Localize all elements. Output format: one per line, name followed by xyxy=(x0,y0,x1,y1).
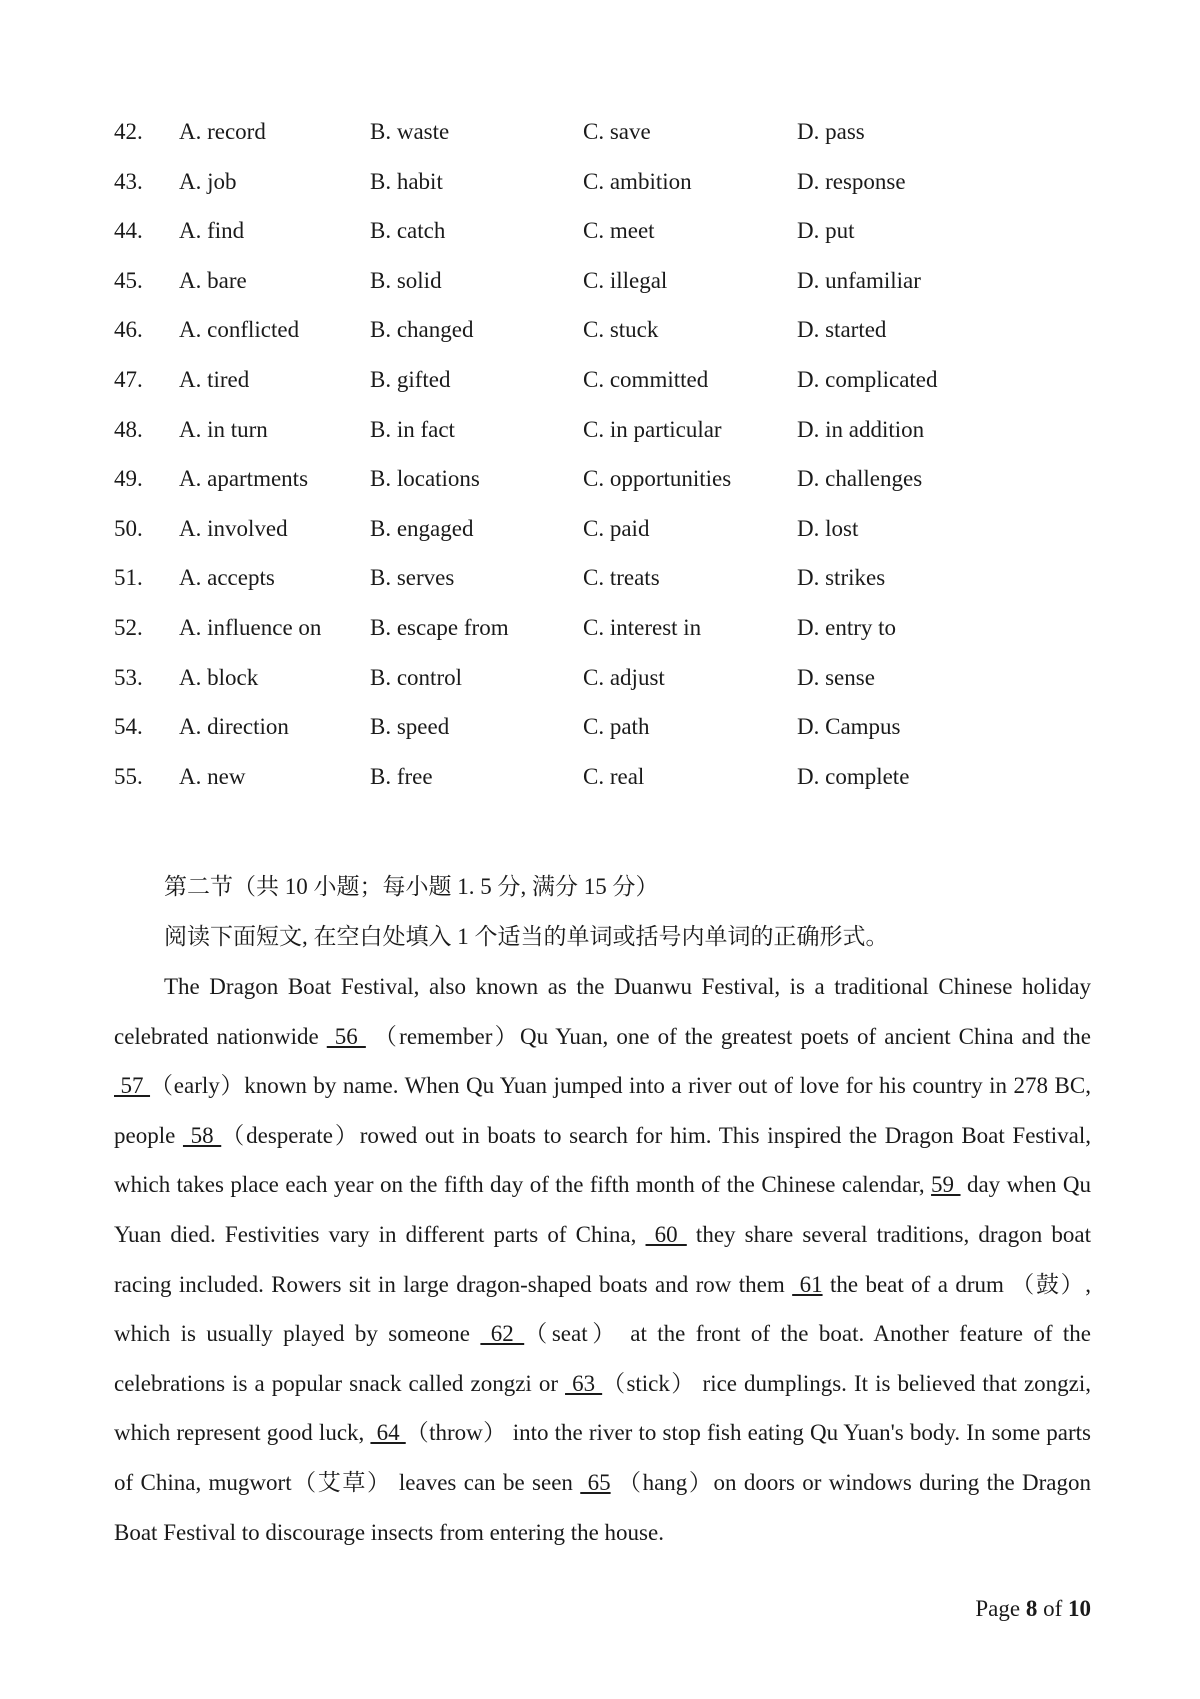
option-c: C. committed xyxy=(583,366,709,392)
option-b: B. catch xyxy=(370,218,446,244)
option-b: B. escape from xyxy=(370,614,509,640)
option-b: B. gifted xyxy=(370,366,451,392)
footer-current-page: 8 xyxy=(1025,1596,1038,1621)
option-a: A. job xyxy=(179,168,237,194)
option-b: B. habit xyxy=(370,168,443,194)
option-b: B. waste xyxy=(370,119,450,144)
option-d: D. started xyxy=(797,317,887,343)
answer-blank: 60 xyxy=(645,1221,687,1247)
passage-text: （stick） rice dumplings. It is believed that zongzi, which represent good luck, xyxy=(114,1370,1092,1446)
option-b: B. in fact xyxy=(370,416,455,442)
option-b: B. solid xyxy=(370,267,442,293)
option-row xyxy=(114,167,1114,217)
option-c: C. path xyxy=(583,714,650,740)
option-a: A. find xyxy=(179,218,245,244)
option-a: A. tired xyxy=(179,366,250,392)
question-number: 50. xyxy=(114,515,143,541)
passage-text: （seat） at the front of the boat. Another feature of the celebrations is a popular snack called zongzi or xyxy=(114,1321,1092,1396)
option-c: C. real xyxy=(583,763,645,789)
passage-text: the beat of a drum （鼓）, which is usually played by someone xyxy=(114,1271,1092,1347)
option-row xyxy=(114,663,1114,713)
option-a: A. apartments xyxy=(179,466,309,492)
question-number: 43. xyxy=(114,168,143,194)
option-d: D. strikes xyxy=(797,565,886,591)
question-number: 47. xyxy=(114,366,143,392)
option-d: D. Campus xyxy=(797,714,901,740)
cloze-passage xyxy=(114,962,1091,1557)
answer-blank: 64 xyxy=(370,1420,406,1446)
answer-blank: 63 xyxy=(565,1370,603,1396)
option-d: D. lost xyxy=(797,515,859,541)
question-number: 45. xyxy=(114,267,143,293)
option-c: C. ambition xyxy=(583,168,692,194)
passage-text: day when Qu Yuan died. Festivities vary in different parts of China, xyxy=(114,1172,1092,1247)
footer-total-pages: 10 xyxy=(1068,1596,1091,1621)
answer-blank: 65 xyxy=(580,1469,611,1495)
option-row xyxy=(114,365,1114,415)
option-d: D. pass xyxy=(797,119,865,144)
option-d: D. in addition xyxy=(797,416,925,442)
option-c: C. adjust xyxy=(583,664,665,690)
question-number: 54. xyxy=(114,714,143,740)
footer-prefix: Page xyxy=(975,1596,1026,1621)
option-c: C. treats xyxy=(583,565,660,591)
passage-text: （early）known by name. When Qu Yuan jumped into a river out of love for his country in 278 BC, people xyxy=(114,1073,1091,1148)
answer-blank: 61 xyxy=(792,1271,823,1297)
option-d: D. unfamiliar xyxy=(797,267,921,293)
option-c: C. save xyxy=(583,119,651,144)
option-a: A. in turn xyxy=(179,416,268,442)
passage-text: The Dragon Boat Festival, also known as the Duanwu Festival, is a traditional Chinese holiday celebrated nationwide xyxy=(114,974,1091,1049)
answer-blank: 62 xyxy=(480,1321,525,1347)
option-a: A. conflicted xyxy=(179,317,300,343)
option-row xyxy=(114,712,1114,762)
section-instruction: 阅读下面短文, 在空白处填入 1 个适当的单词或括号内单词的正确形式。 xyxy=(164,924,889,949)
option-a: A. involved xyxy=(179,515,288,541)
option-row xyxy=(114,266,1114,316)
option-b: B. changed xyxy=(370,317,474,343)
answer-blank: 56 xyxy=(326,1023,366,1049)
answer-blank: 59 xyxy=(931,1172,961,1198)
option-d: D. complete xyxy=(797,763,910,789)
question-number: 42. xyxy=(114,119,143,144)
option-row xyxy=(114,315,1114,365)
passage-text: （desperate）rowed out in boats to search for him. This inspired the Dragon Boat Festival, which takes place each year on the fifth day of the fifth month of the Chinese calendar, xyxy=(114,1122,1091,1198)
option-d: D. put xyxy=(797,218,855,244)
answer-blank: 57 xyxy=(114,1073,151,1099)
option-c: C. paid xyxy=(583,515,650,541)
option-d: D. complicated xyxy=(797,366,938,392)
passage-text: they share several traditions, dragon boat racing included. Rowers sit in large dragon-shaped boats and row them xyxy=(114,1221,1091,1297)
option-list xyxy=(114,117,1114,811)
passage-text: （throw） into the river to stop fish eating Qu Yuan's body. In some parts of China, mugwort（艾草） leaves can be seen xyxy=(114,1420,1092,1495)
option-c: C. meet xyxy=(583,218,655,244)
option-row xyxy=(114,563,1114,613)
page-footer xyxy=(975,1596,1091,1622)
option-b: B. locations xyxy=(370,466,480,492)
option-b: B. speed xyxy=(370,714,450,740)
question-number: 51. xyxy=(114,565,143,591)
option-a: A. block xyxy=(179,664,259,690)
option-d: D. sense xyxy=(797,664,875,690)
option-d: D. challenges xyxy=(797,466,923,492)
option-a: A. bare xyxy=(179,267,247,293)
option-a: A. direction xyxy=(179,714,289,740)
option-b: B. engaged xyxy=(370,515,474,541)
option-a: A. new xyxy=(179,763,246,789)
option-row xyxy=(114,117,1114,167)
option-b: B. serves xyxy=(370,565,455,591)
section-heading: 第二节（共 10 小题；每小题 1. 5 分, 满分 15 分） xyxy=(164,874,659,899)
option-b: B. free xyxy=(370,763,433,789)
option-row xyxy=(114,613,1114,663)
option-c: C. interest in xyxy=(583,614,702,640)
question-number: 52. xyxy=(114,614,143,640)
option-c: C. illegal xyxy=(583,267,668,293)
option-c: C. opportunities xyxy=(583,466,732,492)
option-a: A. record xyxy=(179,119,266,144)
option-row xyxy=(114,216,1114,266)
option-c: C. stuck xyxy=(583,317,659,343)
option-row xyxy=(114,415,1114,465)
option-row xyxy=(114,464,1114,514)
option-d: D. response xyxy=(797,168,906,194)
question-number: 48. xyxy=(114,416,143,442)
footer-mid: of xyxy=(1037,1596,1068,1621)
option-c: C. in particular xyxy=(583,416,722,442)
answer-blank: 58 xyxy=(182,1122,222,1148)
question-number: 53. xyxy=(114,664,143,690)
option-d: D. entry to xyxy=(797,614,897,640)
option-a: A. accepts xyxy=(179,565,275,591)
question-number: 55. xyxy=(114,763,143,789)
passage-text: （hang）on doors or windows during the Dragon Boat Festival to discourage insects from entering the house. xyxy=(114,1469,1092,1545)
passage-text: （remember）Qu Yuan, one of the greatest poets of ancient China and the xyxy=(365,1023,1092,1049)
question-number: 46. xyxy=(114,317,143,343)
question-number: 44. xyxy=(114,218,143,244)
option-row xyxy=(114,514,1114,564)
option-b: B. control xyxy=(370,664,462,690)
option-a: A. influence on xyxy=(179,614,322,640)
option-row xyxy=(114,762,1114,812)
question-number: 49. xyxy=(114,466,143,492)
